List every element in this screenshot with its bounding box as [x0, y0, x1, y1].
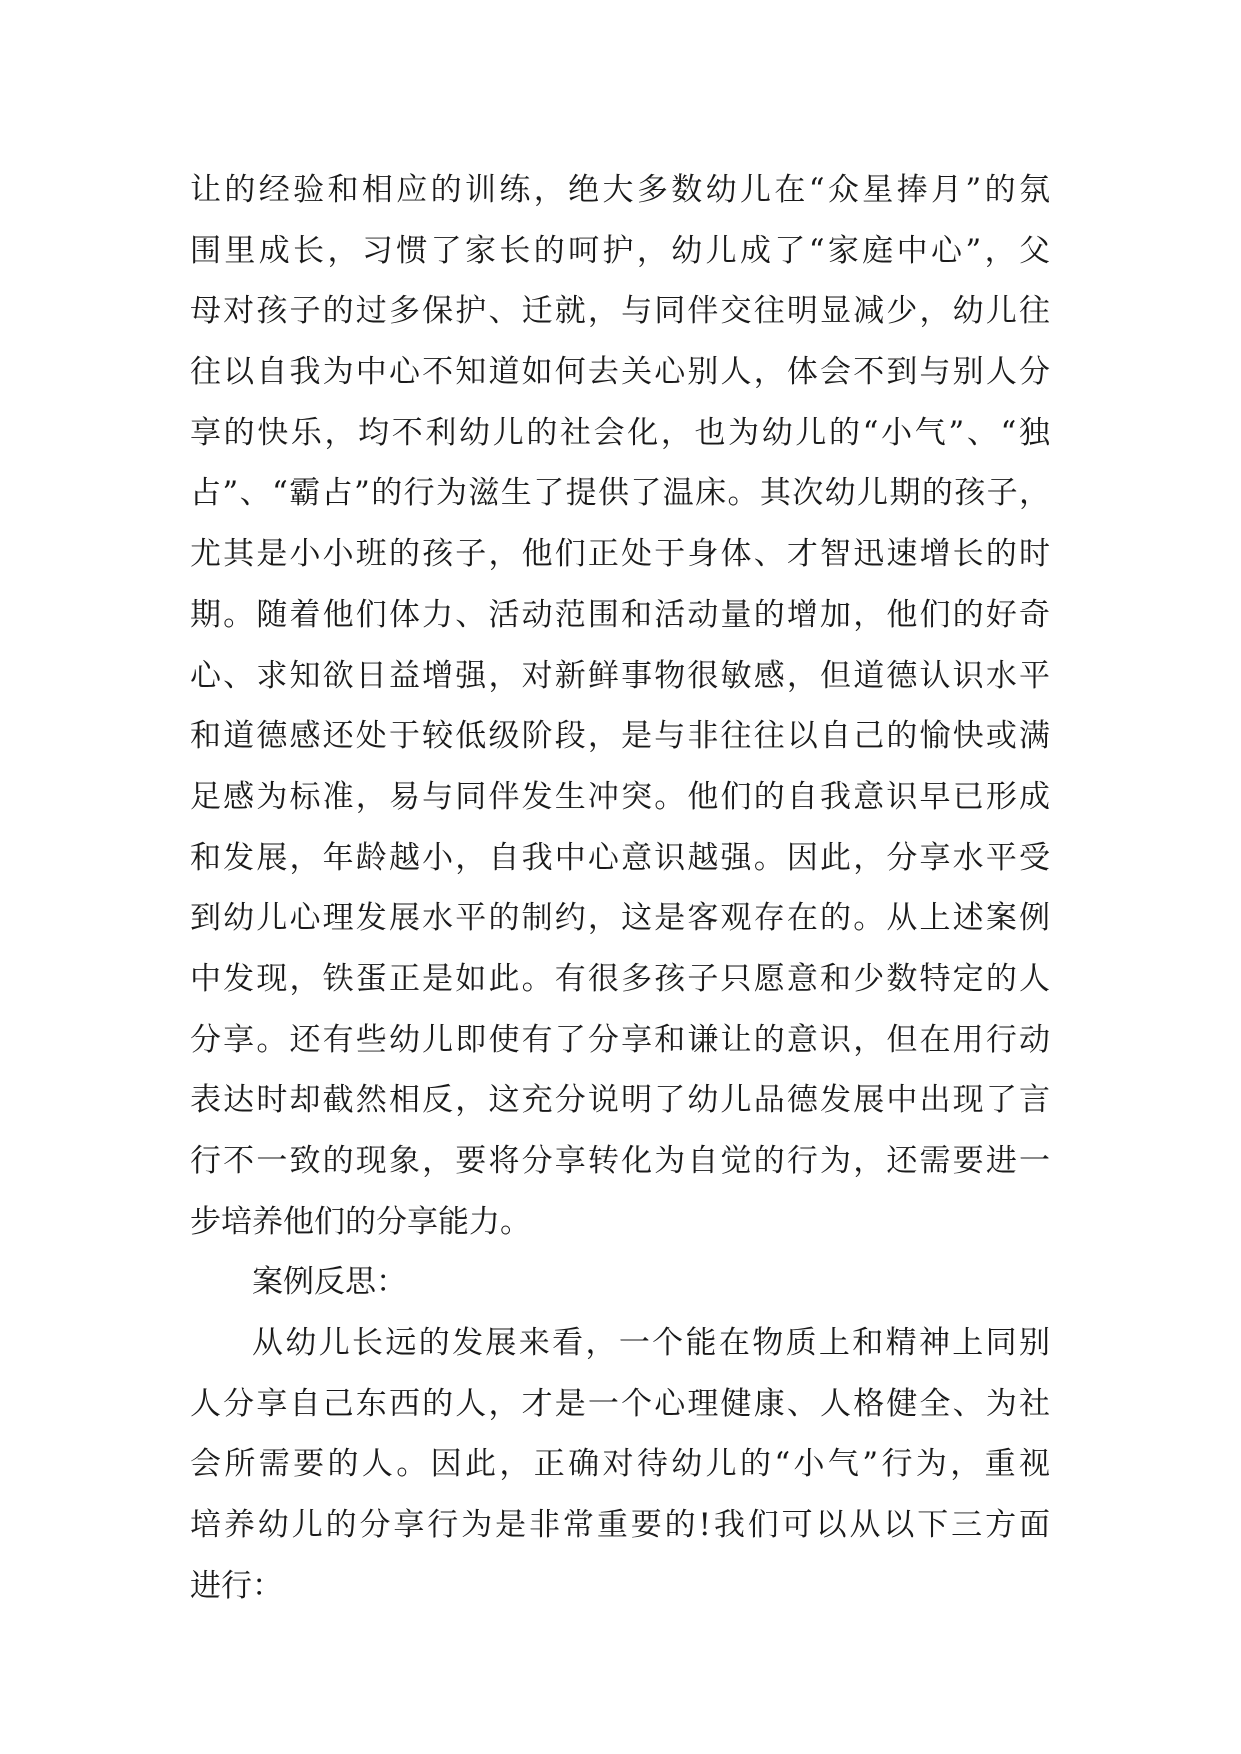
text-line: 进行： — [190, 1567, 283, 1604]
text-line: 和发展，年龄越小，自我中心意识越强。因此，分享水平受 — [190, 839, 1050, 876]
text-line: 心、求知欲日益增强，对新鲜事物很敏感，但道德认识水平 — [190, 657, 1050, 694]
text-line: 足感为标准，易与同伴发生冲突。他们的自我意识早已形成 — [190, 778, 1050, 815]
paragraph-2 — [190, 1313, 1050, 1616]
text-line: 母对孩子的过多保护、迁就，与同伴交往明显减少，幼儿往 — [190, 293, 1050, 330]
text-line: 表达时却截然相反，这充分说明了幼儿品德发展中出现了言 — [190, 1082, 1050, 1119]
text-line: 期。随着他们体力、活动范围和活动量的增加，他们的好奇 — [190, 596, 1050, 633]
text-line: 步培养他们的分享能力。 — [190, 1203, 531, 1240]
text-line: 让的经验和相应的训练，绝大多数幼儿在“众星捧月”的氛 — [190, 172, 1050, 208]
text-line: 行不一致的现象，要将分享转化为自觉的行为，还需要进一 — [190, 1143, 1050, 1179]
text-line: 分享。还有些幼儿即使有了分享和谦让的意识，但在用行动 — [190, 1021, 1050, 1058]
text-line: 尤其是小小班的孩子，他们正处于身体、才智迅速增长的时 — [190, 536, 1050, 573]
text-line: 培养幼儿的分享行为是非常重要的!我们可以从以下三方面 — [190, 1507, 1050, 1544]
text-line: 从幼儿长远的发展来看，一个能在物质上和精神上同别 — [252, 1325, 1050, 1362]
text-line: 和道德感还处于较低级阶段，是与非往往以自己的愉快或满 — [190, 718, 1050, 755]
section-heading: 案例反思： — [252, 1264, 407, 1301]
text-line: 人分享自己东西的人，才是一个心理健康、人格健全、为社 — [190, 1385, 1050, 1422]
text-line: 占”、“霸占”的行为滋生了提供了温床。其次幼儿期的孩子， — [190, 475, 1050, 512]
text-line: 往以自我为中心不知道如何去关心别人，体会不到与别人分 — [190, 354, 1050, 391]
text-line: 中发现，铁蛋正是如此。有很多孩子只愿意和少数特定的人 — [190, 960, 1050, 997]
document-body — [190, 160, 1050, 1617]
text-line: 到幼儿心理发展水平的制约，这是客观存在的。从上述案例 — [190, 900, 1050, 937]
paragraph-1 — [190, 160, 1050, 1252]
text-line: 享的快乐，均不利幼儿的社会化，也为幼儿的“小气”、“独 — [190, 414, 1050, 451]
text-line: 围里成长，习惯了家长的呵护，幼儿成了“家庭中心”，父 — [190, 232, 1050, 269]
text-line: 会所需要的人。因此，正确对待幼儿的“小气”行为，重视 — [190, 1446, 1050, 1483]
